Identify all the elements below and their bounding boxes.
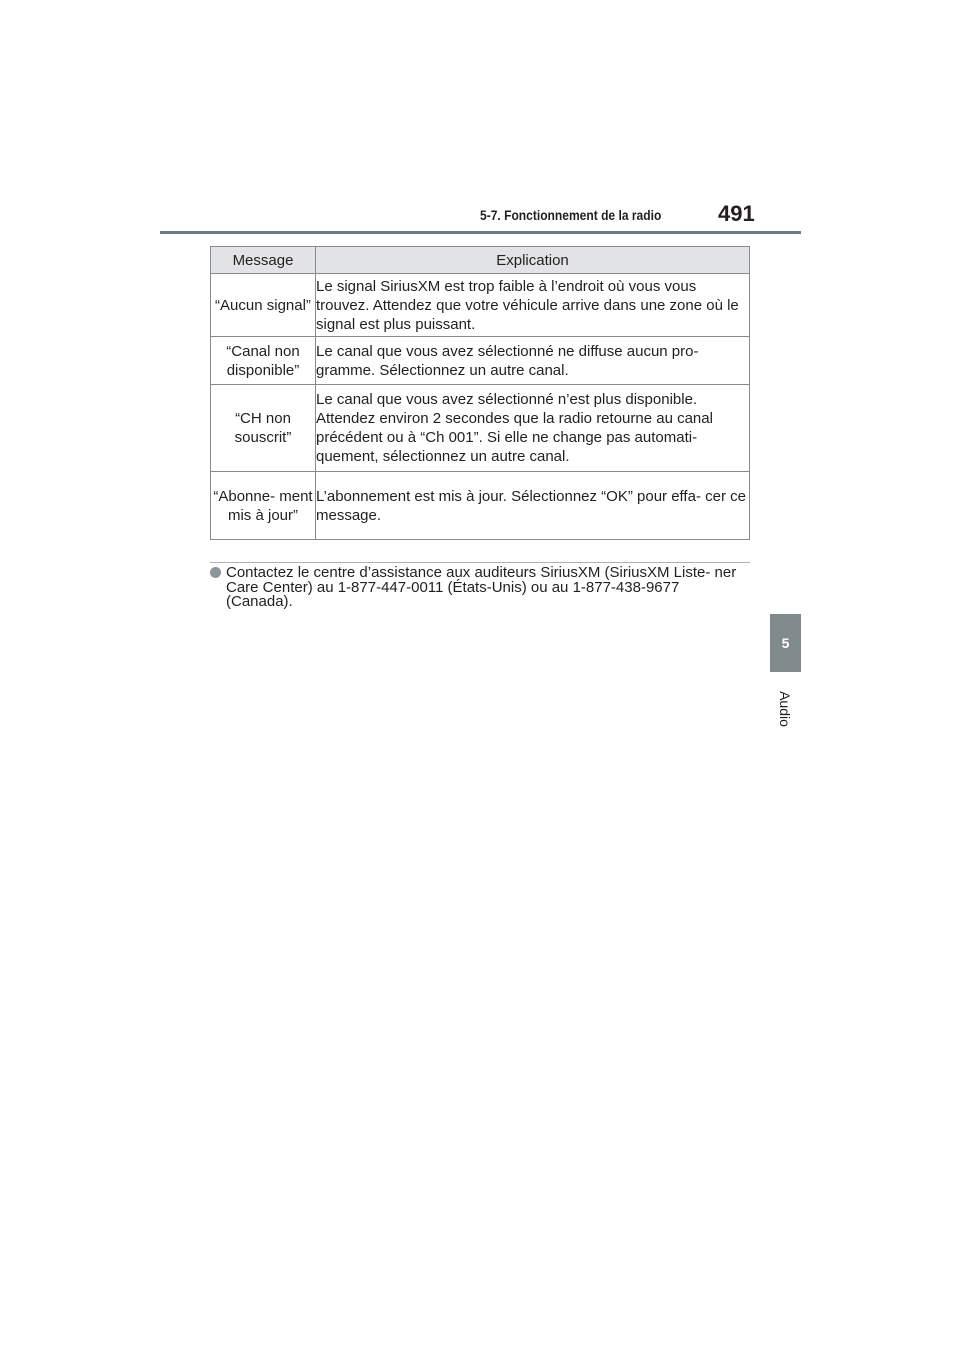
message-cell: “Aucun signal”	[211, 274, 316, 337]
explanation-cell: Le canal que vous avez sélectionné n’est plus disponible. Attendez environ 2 secondes que la radio retourne au canal précédent ou à “Ch 001”. Si elle ne change pas automati- quement, sélectionnez un autre canal.	[316, 385, 750, 472]
chapter-label: Audio	[777, 691, 793, 727]
message-cell: “Abonne- ment mis à jour”	[211, 472, 316, 540]
column-header-explanation: Explication	[316, 247, 750, 274]
explanation-cell: Le signal SiriusXM est trop faible à l’endroit où vous vous trouvez. Attendez que votre véhicule arrive dans une zone où le signal est plus puissant.	[316, 274, 750, 337]
header-rule	[160, 231, 801, 234]
chapter-tab	[770, 614, 801, 672]
info-note	[210, 566, 750, 610]
message-cell: “Canal non disponible”	[211, 337, 316, 385]
bullet-icon	[210, 567, 221, 578]
chapter-label-container	[768, 684, 802, 734]
page-number: 491	[718, 201, 755, 226]
note-divider	[210, 562, 750, 563]
table-row	[211, 337, 750, 385]
column-header-message: Message	[211, 247, 316, 274]
explanation-cell: Le canal que vous avez sélectionné ne diffuse aucun pro- gramme. Sélectionnez un autre canal.	[316, 337, 750, 385]
chapter-number: 5	[781, 635, 790, 651]
section-title: 5-7. Fonctionnement de la radio	[480, 207, 662, 223]
message-table	[210, 246, 750, 540]
table-header-row	[211, 247, 750, 274]
message-cell: “CH non souscrit”	[211, 385, 316, 472]
explanation-cell: L’abonnement est mis à jour. Sélectionnez “OK” pour effa- cer ce message.	[316, 472, 750, 540]
note-text: Contactez le centre d’assistance aux auditeurs SiriusXM (SiriusXM Liste- ner Care Center) au 1-877-447-0011 (États-Unis) ou au 1-877-438-9677 (Canada).	[226, 564, 737, 610]
table-row	[211, 472, 750, 540]
table-row	[211, 274, 750, 337]
table-row	[211, 385, 750, 472]
